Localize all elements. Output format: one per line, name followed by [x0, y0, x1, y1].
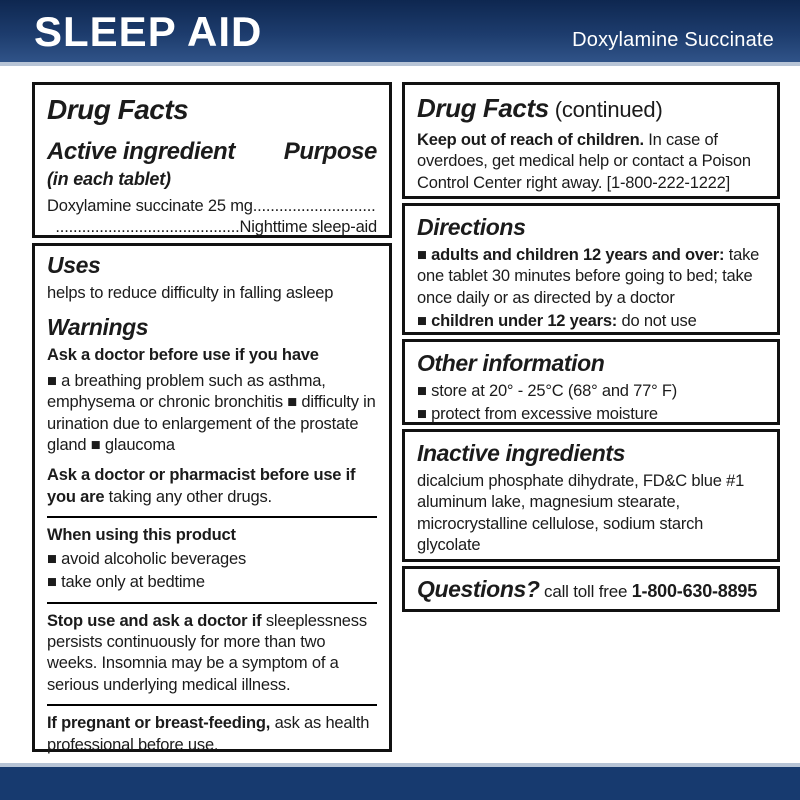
active-ingredient-row — [47, 136, 377, 167]
stop-use-rest: sleeplessness persists continuously for more than two weeks. Insomnia may be a symptom of a serious underlying medical illness. — [47, 611, 367, 694]
inactive-ingredients-title: Inactive ingredients — [417, 440, 626, 466]
uses-warnings-box — [32, 243, 392, 752]
other-information-box — [402, 339, 780, 425]
inactive-ingredients-text: dicalcium phosphate dihydrate, FD&C blue #1 aluminum lake, magnesium stearate, microcrystalline cellulose, sodium starch glycolate — [417, 471, 745, 555]
uses-text: helps to reduce difficulty in falling asleep — [47, 283, 334, 302]
section-divider — [47, 704, 377, 706]
directions-box — [402, 203, 780, 335]
warnings-title: Warnings — [47, 314, 149, 341]
drug-facts-continued-box — [402, 82, 780, 199]
ask-doctor-heading: Ask a doctor before use if you have — [47, 346, 319, 365]
pregnancy-warning — [47, 713, 377, 756]
other-information-title: Other information — [417, 350, 605, 376]
when-using-bullet-2: ■ take only at bedtime — [47, 573, 205, 592]
questions-phone-number: 1-800-630-8895 — [631, 581, 758, 601]
continued-suffix: (continued) — [548, 97, 663, 122]
section-divider — [47, 602, 377, 604]
header-bar — [0, 0, 800, 66]
pregnancy-warning-rest: ask as health professional before use. — [47, 714, 370, 754]
pharmacist-warning-lead: Ask a doctor or pharmacist before use if you are — [47, 466, 356, 506]
questions-box — [402, 566, 780, 612]
questions-middle-text: call toll free — [539, 582, 632, 601]
ingredient-dose-line: Doxylamine succinate 25 mg............................ — [47, 196, 376, 215]
questions-title: Questions? — [417, 576, 540, 602]
drug-facts-continued-title — [417, 92, 765, 126]
product-title: SLEEP AID — [34, 8, 263, 55]
active-ingredient-subtitle: Doxylamine Succinate — [572, 29, 774, 51]
directions-adults-rest: take one tablet 30 minutes before going to bed; take once daily or as directed by a doctor — [417, 245, 760, 307]
inactive-ingredients-box — [402, 429, 780, 562]
footer-bar — [0, 763, 800, 800]
directions-adults-lead: ■ adults and children 12 years and over: — [417, 245, 725, 264]
pharmacist-warning — [47, 465, 377, 508]
drug-facts-box — [32, 82, 392, 238]
directions-adults — [417, 245, 765, 309]
pregnancy-warning-lead: If pregnant or breast-feeding, — [47, 714, 271, 733]
when-using-heading: When using this product — [47, 526, 236, 545]
directions-children-rest: do not use — [617, 312, 697, 331]
active-ingredient-heading: Active ingredient — [47, 138, 235, 166]
drug-facts-continued-heading: Drug Facts — [417, 93, 549, 123]
uses-title: Uses — [47, 252, 101, 278]
purpose-value-line: ..........................................Nighttime sleep-aid — [55, 218, 377, 237]
stop-use-lead: Stop use and ask a doctor if — [47, 611, 262, 630]
when-using-bullet-1: ■ avoid alcoholic beverages — [47, 549, 247, 568]
in-each-tablet-note: (in each tablet) — [47, 168, 171, 189]
pharmacist-warning-rest: taking any other drugs. — [104, 487, 272, 506]
directions-title: Directions — [417, 214, 526, 240]
drug-facts-title: Drug Facts — [47, 94, 189, 125]
storage-bullet: ■ store at 20° - 25°C (68° and 77° F) — [417, 381, 678, 400]
stop-use-warning — [47, 611, 377, 697]
directions-children — [417, 311, 765, 332]
warning-conditions: ■ a breathing problem such as asthma, emphysema or chronic bronchitis ■ difficulty in urination due to enlargement of the prostate gland ■ glaucoma — [47, 371, 376, 454]
moisture-bullet: ■ protect from excessive moisture — [417, 405, 658, 424]
section-divider — [47, 516, 377, 518]
keep-out-of-reach-text — [417, 130, 765, 194]
keep-out-of-reach-lead: Keep out of reach of children. — [417, 130, 644, 149]
directions-children-lead: ■ children under 12 years: — [417, 312, 618, 331]
keep-out-of-reach-rest: In case of overdoes, get medical help or contact a Poison Control Center right away. [1-800-222-1222] — [417, 130, 751, 192]
purpose-heading: Purpose — [283, 138, 377, 166]
